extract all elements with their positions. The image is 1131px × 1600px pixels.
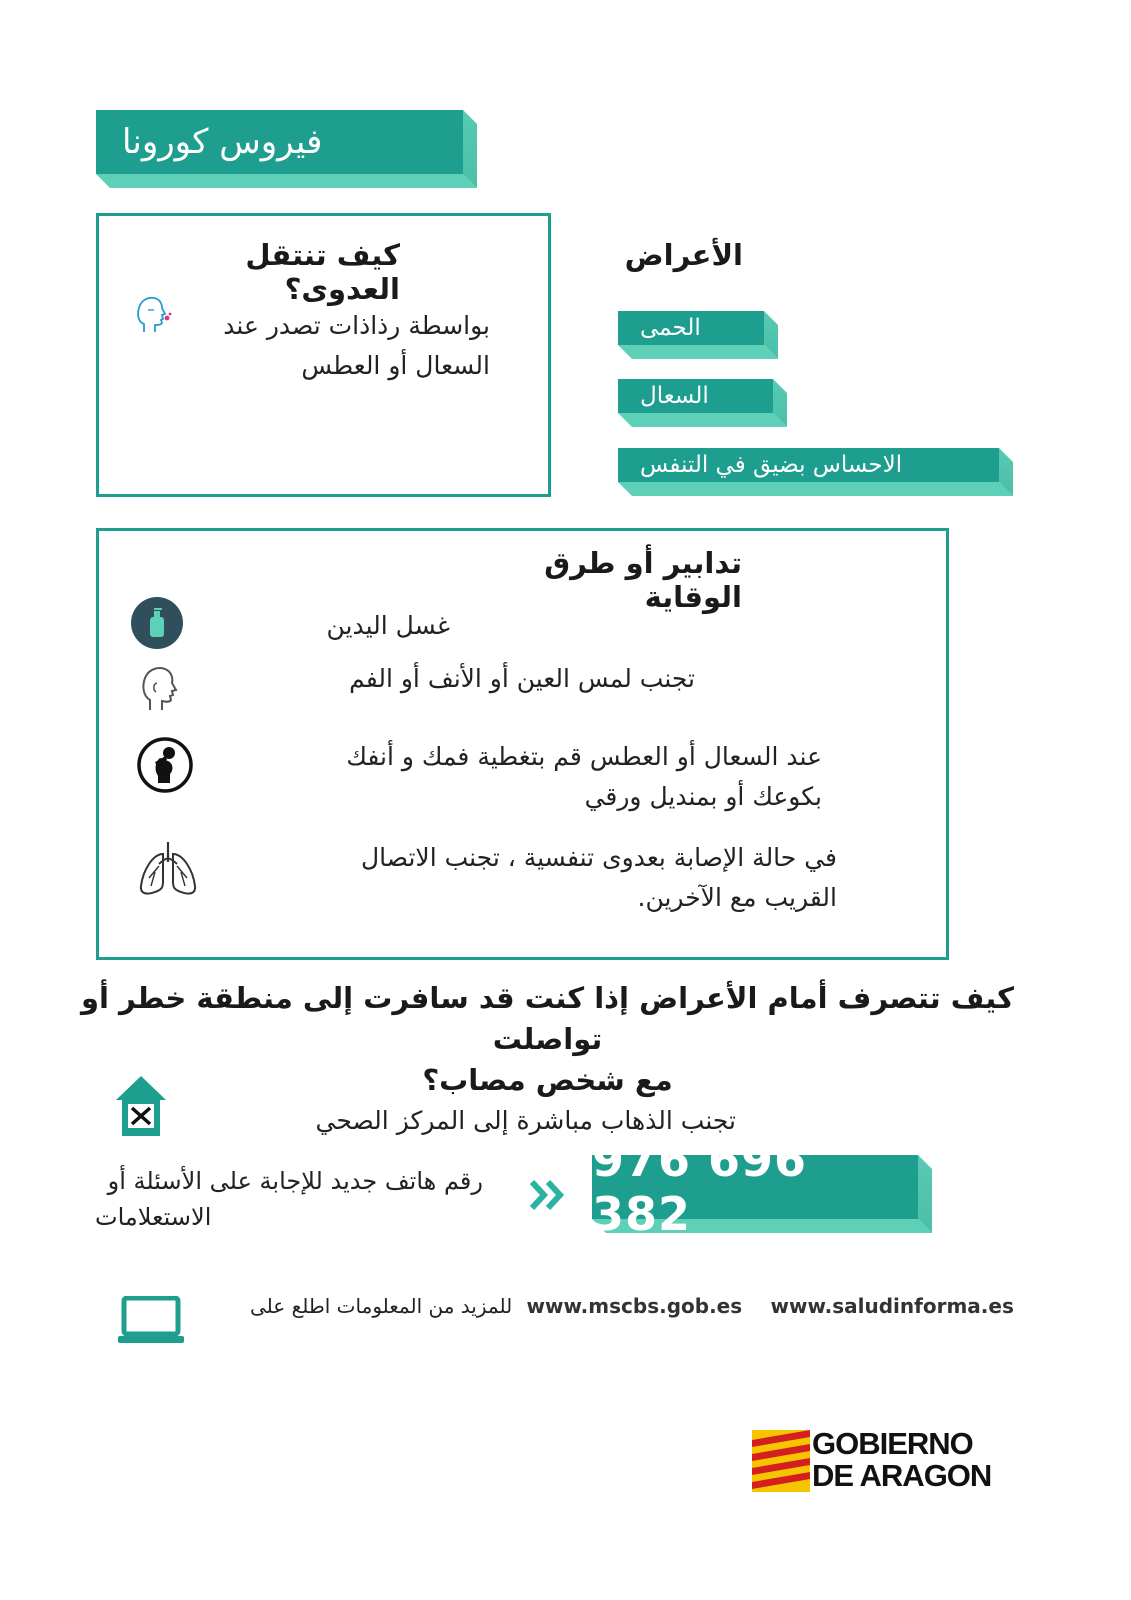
aragon-flag-icon (752, 1430, 810, 1496)
phone-number[interactable]: 976 696 382 (592, 1133, 808, 1241)
laptop-icon (118, 1296, 184, 1350)
symptom-breathing: الاحساس بضيق في التنفس (618, 448, 1013, 496)
page-title: فيروس كورونا (122, 122, 323, 162)
head-profile-icon (140, 664, 180, 716)
double-chevron-right-icon (528, 1178, 570, 1216)
more-info-line (250, 1292, 1014, 1320)
transmission-text: بواسطة رذاذات تصدر عند السعال أو العطس (223, 311, 490, 380)
symptom-fever: الحمى (618, 311, 778, 359)
phone-label: رقم هاتف جديد للإجابة على الأسئلة أو الاستعلامات (95, 1167, 483, 1231)
prevention-item-1: غسل اليدين (326, 611, 450, 640)
cough-elbow-icon (136, 736, 194, 798)
hand-sanitizer-icon (131, 597, 183, 653)
url-saludinforma[interactable]: www.saludinforma.es (770, 1294, 1014, 1318)
house-closed-icon (114, 1074, 168, 1140)
symptoms-heading: الأعراض (624, 238, 743, 272)
prevention-item-3: عند السعال أو العطس قم بتغطية فمك و أنفك بكوعك أو بمنديل ورقي (346, 742, 822, 811)
phone-number-banner[interactable] (592, 1133, 932, 1241)
transmission-heading: كيف تنتقل العدوى؟ (245, 238, 400, 306)
url-mscbs[interactable]: www.mscbs.gob.es (526, 1294, 743, 1318)
title-banner (96, 110, 477, 188)
avoid-health-centre-text: تجنب الذهاب مباشرة إلى المركز الصحي (315, 1106, 736, 1135)
face-sneeze-icon (134, 294, 174, 340)
prevention-heading: تدابير أو طرق الوقاية (544, 546, 742, 614)
symptom-cough: السعال (618, 379, 787, 427)
prevention-item-2: تجنب لمس العين أو الأنف أو الفم (349, 664, 695, 693)
more-info-text: للمزيد من المعلومات اطلع على (250, 1294, 513, 1318)
logo-text: GOBIERNO DE ARAGON (812, 1426, 992, 1493)
prevention-item-4: في حالة الإصابة بعدوى تنفسية ، تجنب الاتصال القريب مع الآخرين. (361, 843, 837, 912)
lungs-icon (137, 840, 199, 902)
action-heading: كيف تتصرف أمام الأعراض إذا كنت قد سافرت إلى منطقة خطر أو تواصلت مع شخص مصاب؟ (80, 981, 1014, 1097)
